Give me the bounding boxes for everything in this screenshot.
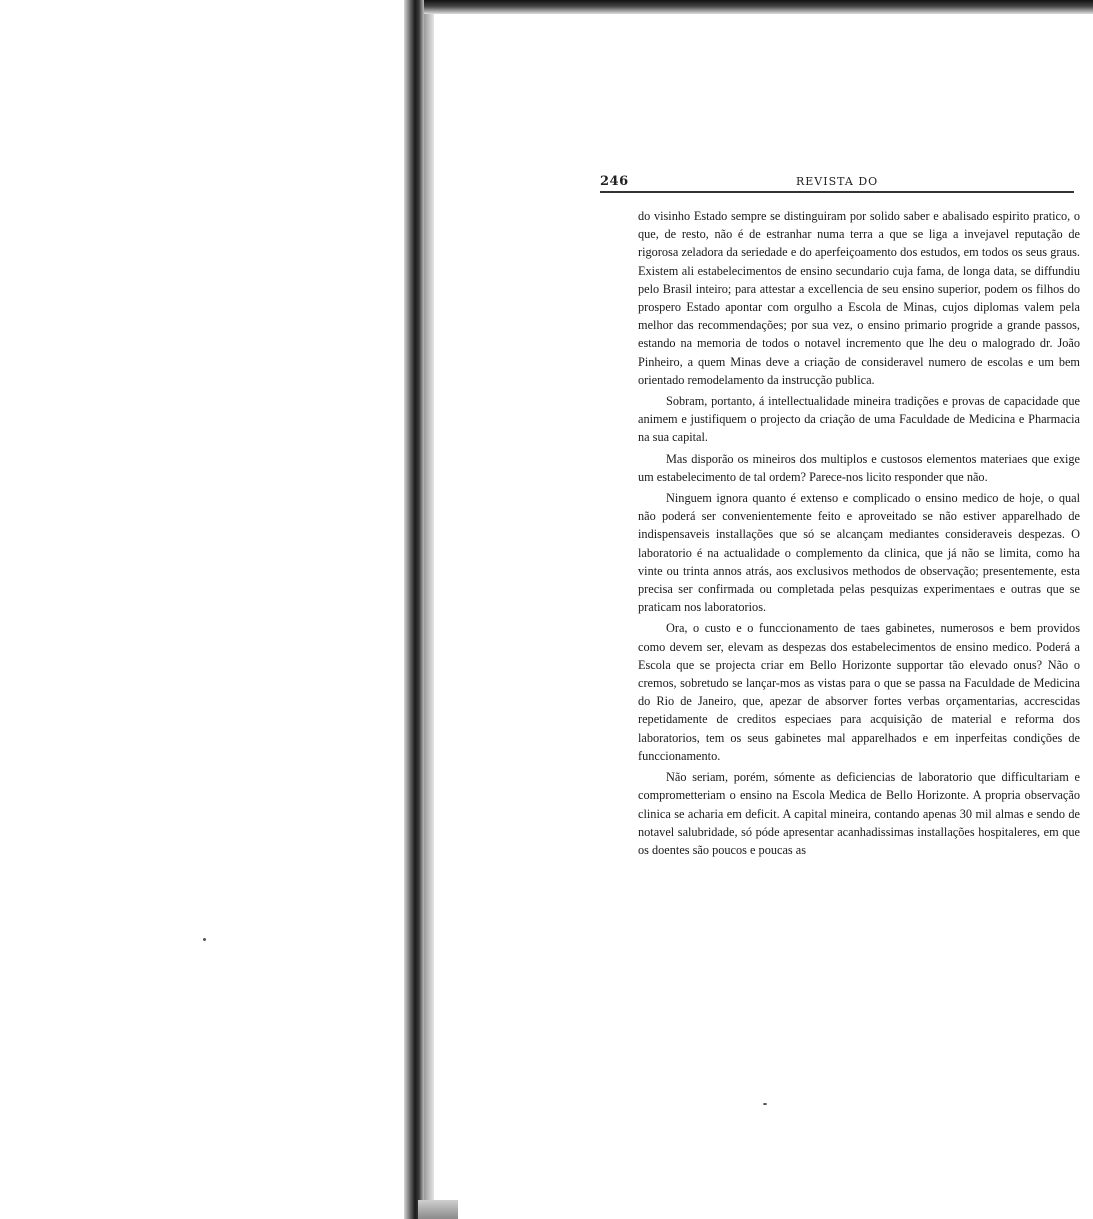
running-head: REVISTA DO: [796, 175, 879, 188]
paragraph: Mas disporão os mineiros dos multiplos e custosos elementos materiaes que exige um estabelecimento de tal ordem? Parece-nos licito responder que não.: [638, 451, 1080, 484]
paragraph: Sobram, portanto, á intellectualidade mineira tradições e provas de capacidade que animem e justifiquem o projecto da criação de uma Faculdade de Medicina e Pharmacia na sua capital.: [638, 394, 1080, 445]
paragraph: Ninguem ignora quanto é extenso e complicado o ensino medico de hoje, o qual não poderá ser convenientemente feito e aproveitado se não estiver apparelhado de indispensaveis installações que só se alcançam mediantes consideraveis despezas. O laboratorio é na actualidade o complemento da clinica, que já não se limita, como ha vinte ou trinta annos atrás, aos exclusivos methodos de observação; presentemente, esta precisa ser confirmada ou completada pelas pesquizas experimentaes e outras que se praticam nos laboratorios.: [638, 491, 1080, 615]
gutter-bottom-edge: [418, 1200, 458, 1219]
blank-facing-page: [0, 0, 405, 1219]
page-header: [600, 172, 1073, 192]
gutter-shadow: [424, 0, 434, 1219]
paragraph: do visinho Estado sempre se distinguiram por solido saber e abalisado espirito pratico, o que, de resto, não é de estranhar numa terra a que se liga a invejavel reputação de rigorosa zeladora da seriedade e do aperfeiçoamento dos estudos, em todos os seus graus. Existem ali estabelecimentos de ensino secundario cuja fama, de longa data, se diffundiu pelo Brasil inteiro; para attestar a excellencia de seu ensino superior, podem os filhos do prospero Estado apontar com orgulho a Escola de Minas, cujos diplomas valem pela melhor das recommendações; por sua vez, o ensino primario progride a grande passos, estando na memoria de todos o notavel incremento que lhe deu o malogrado dr. João Pinheiro, a quem Minas deve a criação de consideravel numero de escolas e um bem orientado remodelamento da instrucção publica.: [638, 209, 1080, 387]
header-rule: [600, 191, 1074, 193]
page-top-edge-shadow: [424, 0, 1093, 14]
book-gutter: [404, 0, 424, 1219]
scan-speck: [203, 938, 206, 941]
paragraph: Não seriam, porém, sómente as deficiencias de laboratorio que difficultariam e comprometteriam o ensino na Escola Medica de Bello Horizonte. A propria observação clinica se acharia em deficit. A capital mineira, contando apenas 30 mil almas e sendo de notavel salubridade, só póde apresentar acanhadissimas installações hospitaleres, em que os doentes são poucos e poucas as: [638, 770, 1080, 857]
page-number: 246: [600, 174, 629, 189]
scan-speck: [763, 1103, 767, 1105]
paragraph: Ora, o custo e o funccionamento de taes gabinetes, numerosos e bem providos como devem ser, elevam as despezas dos estabelecimentos de ensino medico. Poderá a Escola que se projecta criar em Bello Horizonte supportar tão elevado onus? Não o cremos, sobretudo se lançar-mos as vistas para o que se passa na Faculdade de Medicina do Rio de Janeiro, que, apezar de absorver fortes verbas orçamentarias, accrescidas repetidamente de creditos especiaes para acquisição de material e reforma dos laboratorios, tem os seus gabinetes mal apparelhados e em inperfeitas condições de funccionamento.: [638, 621, 1080, 763]
body-text: [638, 207, 1080, 859]
